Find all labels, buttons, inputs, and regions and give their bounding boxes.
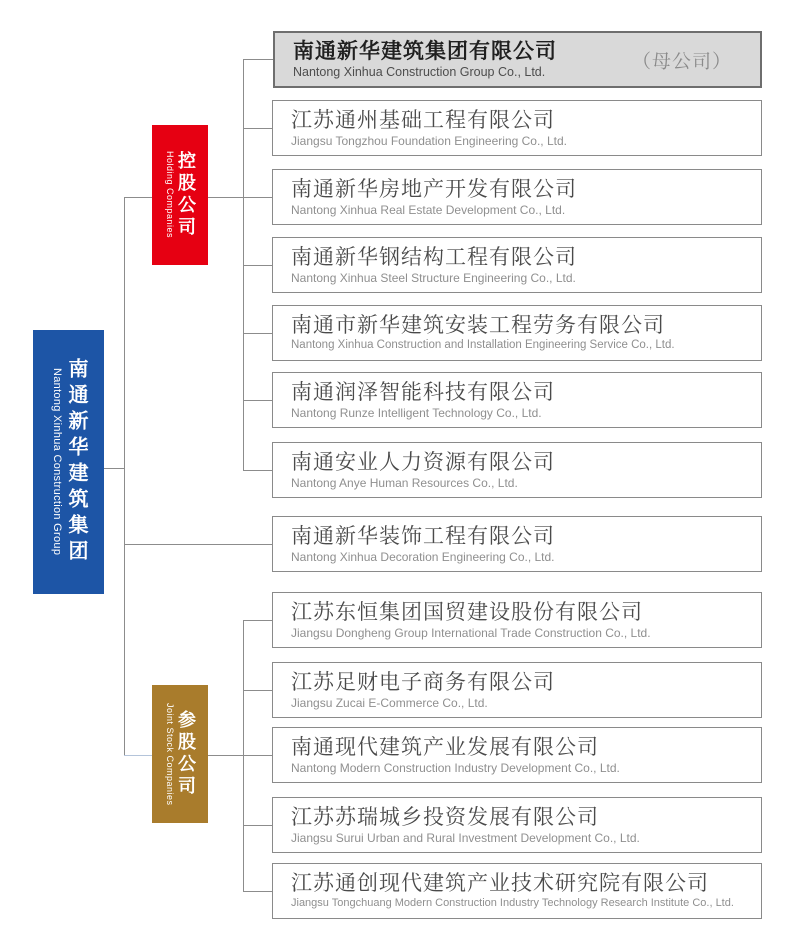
company-box-anye-human-resources <box>272 442 762 498</box>
connector-branch <box>243 755 272 756</box>
section-label-en: Holding Companies <box>165 151 175 239</box>
connector-branch <box>243 690 272 691</box>
company-name-zh: 南通新华建筑集团有限公司 <box>293 39 557 63</box>
company-name-en: Nantong Xinhua Steel Structure Engineering Co., Ltd. <box>291 270 576 285</box>
company-box-tongzhou-foundation <box>272 100 762 156</box>
root-group-label <box>33 330 104 594</box>
company-name-en: Jiangsu Surui Urban and Rural Investment Development Co., Ltd. <box>291 830 640 845</box>
company-name-zh: 南通新华装饰工程有限公司 <box>291 524 555 548</box>
company-name-zh: 南通市新华建筑安装工程劳务有限公司 <box>291 313 665 337</box>
company-name-zh: 南通润泽智能科技有限公司 <box>291 380 555 404</box>
parent-company-annotation: （母公司） <box>631 51 732 72</box>
company-name-en: Jiangsu Tongchuang Modern Construction Industry Technology Research Institute Co., Ltd. <box>291 897 734 909</box>
company-box-parent <box>273 31 762 88</box>
connector-branch <box>243 400 272 401</box>
connector-branch <box>243 620 272 621</box>
section-label-joint-stock-companies <box>152 685 208 823</box>
section-label-en: Joint Stock Companies <box>165 702 175 806</box>
connector-branch <box>243 128 272 129</box>
section-label-holding-companies <box>152 125 208 265</box>
company-name-en: Nantong Xinhua Decoration Engineering Co., Ltd. <box>291 549 555 564</box>
company-box-steel-structure <box>272 237 762 293</box>
connector-branch <box>243 265 272 266</box>
company-name-en: Nantong Xinhua Real Estate Development Co., Ltd. <box>291 202 566 217</box>
company-name-en: Nantong Xinhua Construction and Installation Engineering Service Co., Ltd. <box>291 338 675 351</box>
company-name-zh: 江苏东恒集团国贸建设股份有限公司 <box>291 600 643 624</box>
connector-branch <box>243 470 272 471</box>
company-name-zh: 南通现代建筑产业发展有限公司 <box>291 735 599 759</box>
connector-branch <box>243 825 272 826</box>
root-group-name-zh: 南通新华建筑集团 <box>65 358 87 566</box>
company-name-en: Nantong Xinhua Construction Group Co., Ltd. <box>293 64 546 79</box>
company-box-decoration <box>272 516 762 572</box>
connector-joint-trunk <box>243 620 244 892</box>
company-name-en: Jiangsu Dongheng Group International Trade Construction Co., Ltd. <box>291 625 651 640</box>
company-name-en: Nantong Runze Intelligent Technology Co., Ltd. <box>291 405 542 420</box>
company-name-zh: 南通新华钢结构工程有限公司 <box>291 245 577 269</box>
company-box-dongheng-trade <box>272 592 762 648</box>
company-name-en: Jiangsu Tongzhou Foundation Engineering Co., Ltd. <box>291 133 567 148</box>
connector-root-to-trunk <box>104 468 124 469</box>
connector-direct-branch <box>124 544 272 545</box>
connector-branch <box>243 891 272 892</box>
company-name-zh: 江苏通创现代建筑产业技术研究院有限公司 <box>291 872 709 895</box>
company-name-zh: 南通新华房地产开发有限公司 <box>291 177 577 201</box>
company-name-en: Jiangsu Zucai E-Commerce Co., Ltd. <box>291 695 488 710</box>
connector-main-trunk <box>124 197 125 756</box>
connector-joint-branch-right <box>208 755 243 756</box>
company-name-en: Nantong Anye Human Resources Co., Ltd. <box>291 475 518 490</box>
section-label-zh: 控股公司 <box>176 151 196 239</box>
company-box-runze-technology <box>272 372 762 428</box>
company-name-zh: 江苏足财电子商务有限公司 <box>291 670 555 694</box>
root-group-name-en: Nantong Xinhua Construction Group <box>51 368 63 556</box>
company-name-zh: 江苏通州基础工程有限公司 <box>291 108 555 132</box>
company-name-zh: 江苏苏瑞城乡投资发展有限公司 <box>291 805 599 829</box>
section-label-zh: 参股公司 <box>176 710 196 798</box>
company-box-installation-service <box>272 305 762 361</box>
company-name-en: Nantong Modern Construction Industry Development Co., Ltd. <box>291 760 620 775</box>
company-box-tongchuang-research <box>272 863 762 919</box>
company-box-modern-construction <box>272 727 762 783</box>
connector-joint-branch-left <box>124 755 152 756</box>
company-box-zucai-ecommerce <box>272 662 762 718</box>
company-box-surui-investment <box>272 797 762 853</box>
company-name-zh: 南通安业人力资源有限公司 <box>291 450 555 474</box>
connector-branch-parent <box>243 59 274 60</box>
connector-branch <box>243 333 272 334</box>
company-box-real-estate <box>272 169 762 225</box>
